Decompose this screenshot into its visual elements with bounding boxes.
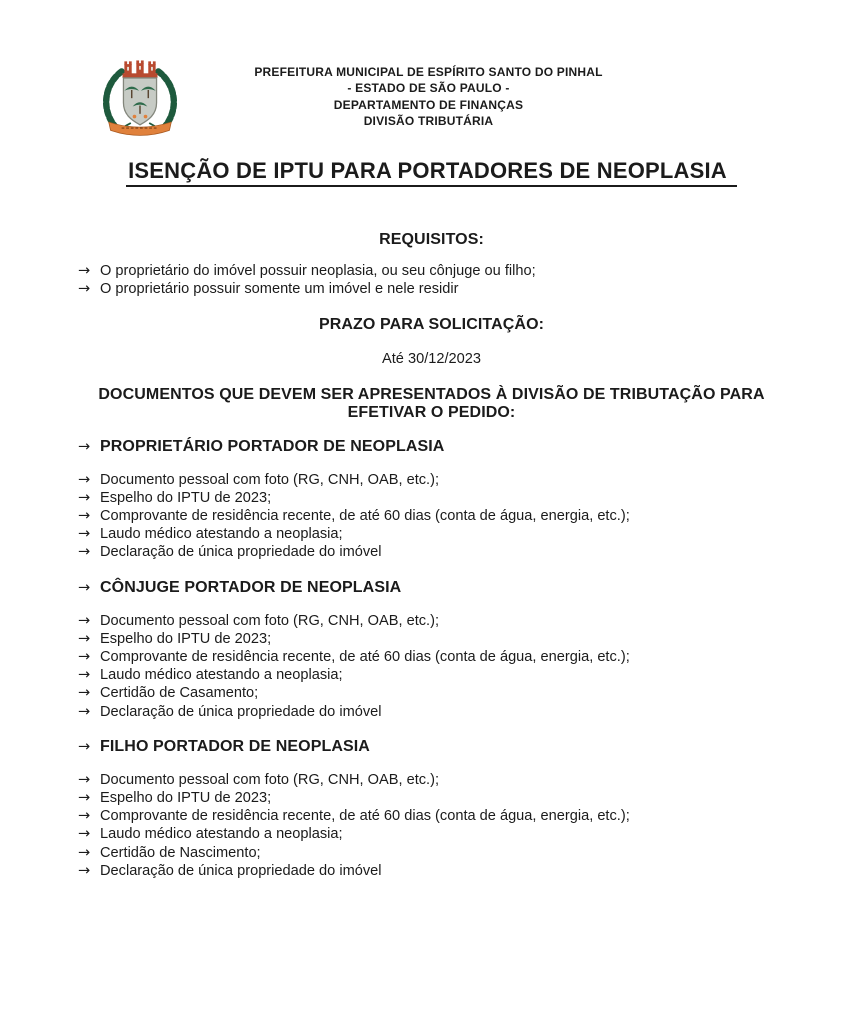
arrow-icon: → xyxy=(78,280,91,298)
list-item xyxy=(78,612,785,630)
letterhead-line-1: PREFEITURA MUNICIPAL DE ESPÍRITO SANTO DO PINHAL xyxy=(254,65,603,79)
letterhead-line-3: DEPARTAMENTO DE FINANÇAS xyxy=(333,97,524,112)
arrow-icon: → xyxy=(78,737,91,755)
list-item-text: Laudo médico atestando a neoplasia; xyxy=(100,826,343,843)
list-item-text: Declaração de única propriedade do imóvel xyxy=(100,544,382,561)
section-heading-filho xyxy=(78,738,785,756)
section-heading-text: PROPRIETÁRIO PORTADOR DE NEOPLASIA xyxy=(100,437,445,455)
list-item xyxy=(78,630,785,648)
list-item xyxy=(78,807,785,825)
list-item-text: Laudo médico atestando a neoplasia; xyxy=(100,667,343,684)
arrow-icon: → xyxy=(78,488,91,506)
requisitos-list xyxy=(78,262,785,298)
list-item xyxy=(78,844,785,862)
arrow-icon: → xyxy=(78,825,91,843)
list-item xyxy=(78,789,785,807)
list-item xyxy=(78,771,785,789)
arrow-icon: → xyxy=(78,684,91,702)
document-body xyxy=(78,157,785,897)
arrow-icon: → xyxy=(78,807,91,825)
list-item xyxy=(78,543,785,561)
list-item-text: Comprovante de residência recente, de até 60 dias (conta de água, energia, etc.); xyxy=(100,808,630,825)
document-list-filho xyxy=(78,771,785,880)
arrow-icon: → xyxy=(78,861,91,879)
arrow-icon: → xyxy=(78,789,91,807)
arrow-icon: → xyxy=(78,843,91,861)
list-item-text: Declaração de única propriedade do imóvel xyxy=(100,862,382,879)
letterhead-line-4: DIVISÃO TRIBUTÁRIA xyxy=(363,113,494,128)
letterhead xyxy=(0,64,857,129)
list-item xyxy=(78,648,785,666)
arrow-icon: → xyxy=(78,629,91,647)
section-heading-proprietario xyxy=(78,438,785,456)
arrow-icon: → xyxy=(78,702,91,720)
arrow-icon: → xyxy=(78,437,91,455)
section-heading-text: CÔNJUGE PORTADOR DE NEOPLASIA xyxy=(100,578,402,596)
arrow-icon: → xyxy=(78,470,91,488)
arrow-icon: → xyxy=(78,666,91,684)
list-item xyxy=(78,684,785,702)
list-item-text: Comprovante de residência recente, de até 60 dias (conta de água, energia, etc.); xyxy=(100,649,630,666)
prazo-value: Até 30/12/2023 xyxy=(382,351,481,368)
arrow-icon: → xyxy=(78,507,91,525)
documentos-heading: DOCUMENTOS QUE DEVEM SER APRESENTADOS À DIVISÃO DE TRIBUTAÇÃO PARA EFETIVAR O PEDIDO: xyxy=(98,385,765,422)
arrow-icon: → xyxy=(78,770,91,788)
document-list-conjuge xyxy=(78,612,785,721)
list-item-text: Certidão de Nascimento; xyxy=(100,844,261,861)
list-item xyxy=(78,703,785,721)
list-item xyxy=(78,825,785,843)
list-item xyxy=(78,666,785,684)
arrow-icon: → xyxy=(78,543,91,561)
list-item xyxy=(78,489,785,507)
list-item-text: Certidão de Casamento; xyxy=(100,685,259,702)
list-item xyxy=(78,862,785,880)
document-list-proprietario xyxy=(78,471,785,562)
list-item xyxy=(78,262,785,280)
list-item-text: Laudo médico atestando a neoplasia; xyxy=(100,526,343,543)
list-item xyxy=(78,525,785,543)
letterhead-line-2: - ESTADO DE SÃO PAULO - xyxy=(347,81,510,96)
list-item-text: Espelho do IPTU de 2023; xyxy=(100,489,272,506)
prazo-heading: PRAZO PARA SOLICITAÇÃO: xyxy=(318,316,545,334)
list-item-text: O proprietário possuir somente um imóvel e nele residir xyxy=(100,281,459,298)
list-item-text: Documento pessoal com foto (RG, CNH, OAB, etc.); xyxy=(100,771,440,788)
section-heading-text: FILHO PORTADOR DE NEOPLASIA xyxy=(100,737,370,755)
list-item-text: Espelho do IPTU de 2023; xyxy=(100,790,272,807)
document-title xyxy=(78,157,785,185)
document-title-text: ISENÇÃO DE IPTU PARA PORTADORES DE NEOPLASIA xyxy=(126,158,737,187)
list-item-text: O proprietário do imóvel possuir neoplasia, ou seu cônjuge ou filho; xyxy=(100,263,536,279)
arrow-icon: → xyxy=(78,262,91,279)
list-item xyxy=(78,280,785,298)
list-item-text: Espelho do IPTU de 2023; xyxy=(100,630,272,647)
requisitos-heading: REQUISITOS: xyxy=(379,231,484,248)
list-item-text: Declaração de única propriedade do imóvel xyxy=(100,703,382,720)
section-heading-conjuge xyxy=(78,579,785,597)
arrow-icon: → xyxy=(78,525,91,543)
list-item-text: Documento pessoal com foto (RG, CNH, OAB, etc.); xyxy=(100,612,440,629)
list-item xyxy=(78,507,785,525)
arrow-icon: → xyxy=(78,611,91,629)
list-item-text: Comprovante de residência recente, de até 60 dias (conta de água, energia, etc.); xyxy=(100,508,630,525)
arrow-icon: → xyxy=(78,578,91,596)
list-item xyxy=(78,471,785,489)
list-item-text: Documento pessoal com foto (RG, CNH, OAB, etc.); xyxy=(100,471,440,488)
arrow-icon: → xyxy=(78,648,91,666)
